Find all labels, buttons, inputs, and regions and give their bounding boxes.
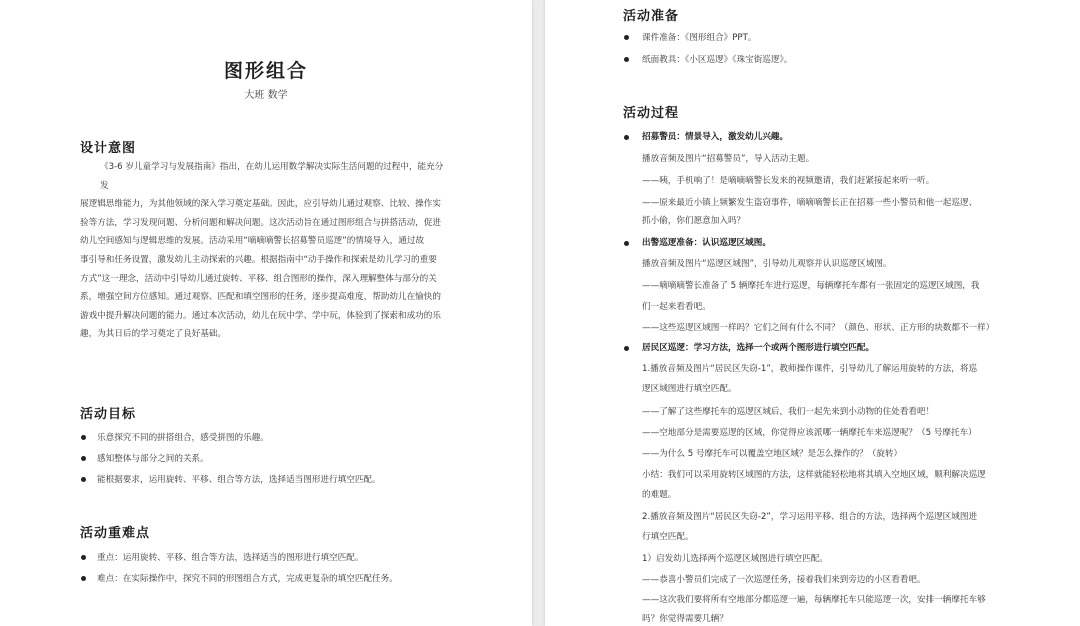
- step-line: 吗？你觉得需要几辆？: [642, 614, 728, 624]
- goal-item: 感知整体与部分之间的关系。: [97, 454, 209, 464]
- bullet-icon: [624, 35, 629, 40]
- step-title: 出警巡逻准备：认识巡逻区域图。: [642, 238, 771, 248]
- step-line: ——恭喜小警员们完成了一次巡逻任务，接着我们来到旁边的小区看看吧。: [642, 575, 926, 585]
- bullet-icon: [624, 57, 629, 62]
- step-line: ——了解了这些摩托车的巡逻区域后，我们一起先来到小动物的住处看看吧！: [642, 407, 935, 417]
- paragraph-line: 展逻辑思维能力，为其他领域的深入学习奠定基础。因此，应引导幼儿通过观察、比较、操作实: [80, 199, 441, 210]
- paragraph-line: 事引导和任务设置，激发幼儿主动探索的兴趣。根据指南中“动手操作和探索是幼儿学习的重要: [80, 254, 437, 265]
- bullet-icon: [81, 477, 86, 482]
- step-line: 抓小偷，你们愿意加入吗？: [642, 216, 746, 226]
- step-line: 2.播放音频及图片“居民区失窃-2”，学习运用平移、组合的方法，选择两个巡逻区域图进: [642, 512, 978, 522]
- document-subtitle: 大班 数学: [244, 90, 288, 101]
- bullet-icon: [624, 135, 629, 140]
- step-title: 居民区巡逻：学习方法，选择一个或两个图形进行填空匹配。: [642, 343, 875, 353]
- step-line: ——咦，手机响了！是嘀嘀嘀警长发来的视频邀请，我们赶紧接起来听一听。: [642, 176, 935, 186]
- preparation-item: 课件准备：《图形组合》PPT。: [642, 33, 757, 43]
- key-point-item: 难点：在实际操作中，探究不同的形图组合方式，完成更复杂的填空匹配任务。: [97, 574, 398, 584]
- paragraph-line: 游戏中提升解决问题的能力。通过本次活动，幼儿在玩中学、学中玩，体验到了探索和成功的乐: [80, 310, 441, 321]
- step-line: ——为什么 5 号摩托车可以覆盖空地区域？是怎么操作的？（旋转）: [642, 449, 903, 459]
- step-line: 逻区域图进行填空匹配。: [642, 384, 737, 394]
- process-heading: 活动过程: [623, 106, 680, 121]
- document-title: 图形组合: [223, 60, 308, 82]
- paragraph-line: 验等方法，学习发现问题、分析问题和解决问题。这次活动旨在通过图形组合与拼搭活动，促进: [80, 217, 441, 228]
- bullet-icon: [81, 435, 86, 440]
- bullet-icon: [81, 456, 86, 461]
- paragraph-line: 趣，为其日后的学习奠定了良好基础。: [80, 329, 227, 340]
- step-line: ——原来最近小镇上频繁发生盗窃事件，嘀嘀嘀警长正在招募一些小警员和他一起巡逻、: [642, 198, 978, 208]
- preparation-item: 纸面教具：《小区巡逻》《珠宝街巡逻》。: [642, 55, 793, 65]
- step-line: 小结：我们可以采用旋转区域图的方法，这样就能轻松地将其填入空地区域，顺利解决巡逻: [642, 470, 986, 480]
- bullet-icon: [81, 555, 86, 560]
- step-line: 们一起来看看吧。: [642, 302, 711, 312]
- step-line: 1.播放音频及图片“居民区失窃-1”，教师操作课件，引导幼儿了解运用旋转的方法，将巡: [642, 364, 978, 374]
- preparation-heading: 活动准备: [623, 9, 680, 24]
- step-line: 行填空匹配。: [642, 532, 694, 542]
- step-line: ——空地部分是需要巡逻的区域，你觉得应该派哪一辆摩托车来巡逻呢？（5 号摩托车）: [642, 428, 977, 438]
- key-point-item: 重点：运用旋转、平移、组合等方法，选择适当的图形进行填空匹配。: [97, 553, 364, 563]
- step-title: 招募警员：情景导入，激发幼儿兴趣。: [642, 132, 789, 142]
- goals-heading: 活动目标: [80, 407, 137, 422]
- bullet-icon: [624, 241, 629, 246]
- step-line: 的难题。: [642, 490, 677, 500]
- paragraph-line: 系，增强空间方位感知。通过观察、匹配和填空图形的任务，逐步提高难度，帮助幼儿在愉快的: [80, 292, 441, 303]
- paragraph-line: 幼儿空间感知与逻辑思维的发展。活动采用“嘀嘀嘀警长招募警员巡逻”的情境导入，通过故: [80, 236, 425, 247]
- bullet-icon: [624, 346, 629, 351]
- step-line: 1）启发幼儿选择两个巡逻区域图进行填空匹配。: [642, 554, 828, 564]
- step-line: ——这些巡逻区域图一样吗？它们之间有什么不同？（颜色、形状、正方形的块数都不一样）: [642, 323, 995, 333]
- step-line: ——这次我们要将所有空地部分都巡逻一遍，每辆摩托车只能巡逻一次，安排一辆摩托车够: [642, 595, 986, 605]
- goal-item: 乐意探究不同的拼搭组合，感受拼图的乐趣。: [97, 433, 269, 443]
- key-points-heading: 活动重难点: [80, 526, 151, 541]
- design-intent-heading: 设计意图: [80, 141, 137, 156]
- step-line: 播放音频及图片“招募警员”，导入活动主题。: [642, 154, 815, 164]
- document-page-right: [545, 0, 1080, 626]
- paragraph-line: 方式”这一理念，活动中引导幼儿通过旋转、平移、组合图形的操作，深入理解整体与部分的关: [80, 273, 437, 284]
- paragraph-line: 《3-6 岁儿童学习与发展指南》指出，在幼儿运用数学解决实际生活问题的过程中，能充分: [100, 162, 444, 172]
- paragraph-line: 发: [100, 180, 109, 191]
- step-line: 播放音频及图片“巡逻区域图”，引导幼儿观察并认识巡逻区域图。: [642, 259, 892, 269]
- document-page-left: [0, 0, 532, 626]
- design-intent-paragraph: [80, 158, 500, 344]
- step-line: ——嘀嘀嘀警长准备了 5 辆摩托车进行巡逻，每辆摩托车都有一张固定的巡逻区域图，我: [642, 281, 980, 291]
- bullet-icon: [81, 576, 86, 581]
- goal-item: 能根据要求，运用旋转、平移、组合等方法，选择适当图形进行填空匹配。: [97, 475, 381, 485]
